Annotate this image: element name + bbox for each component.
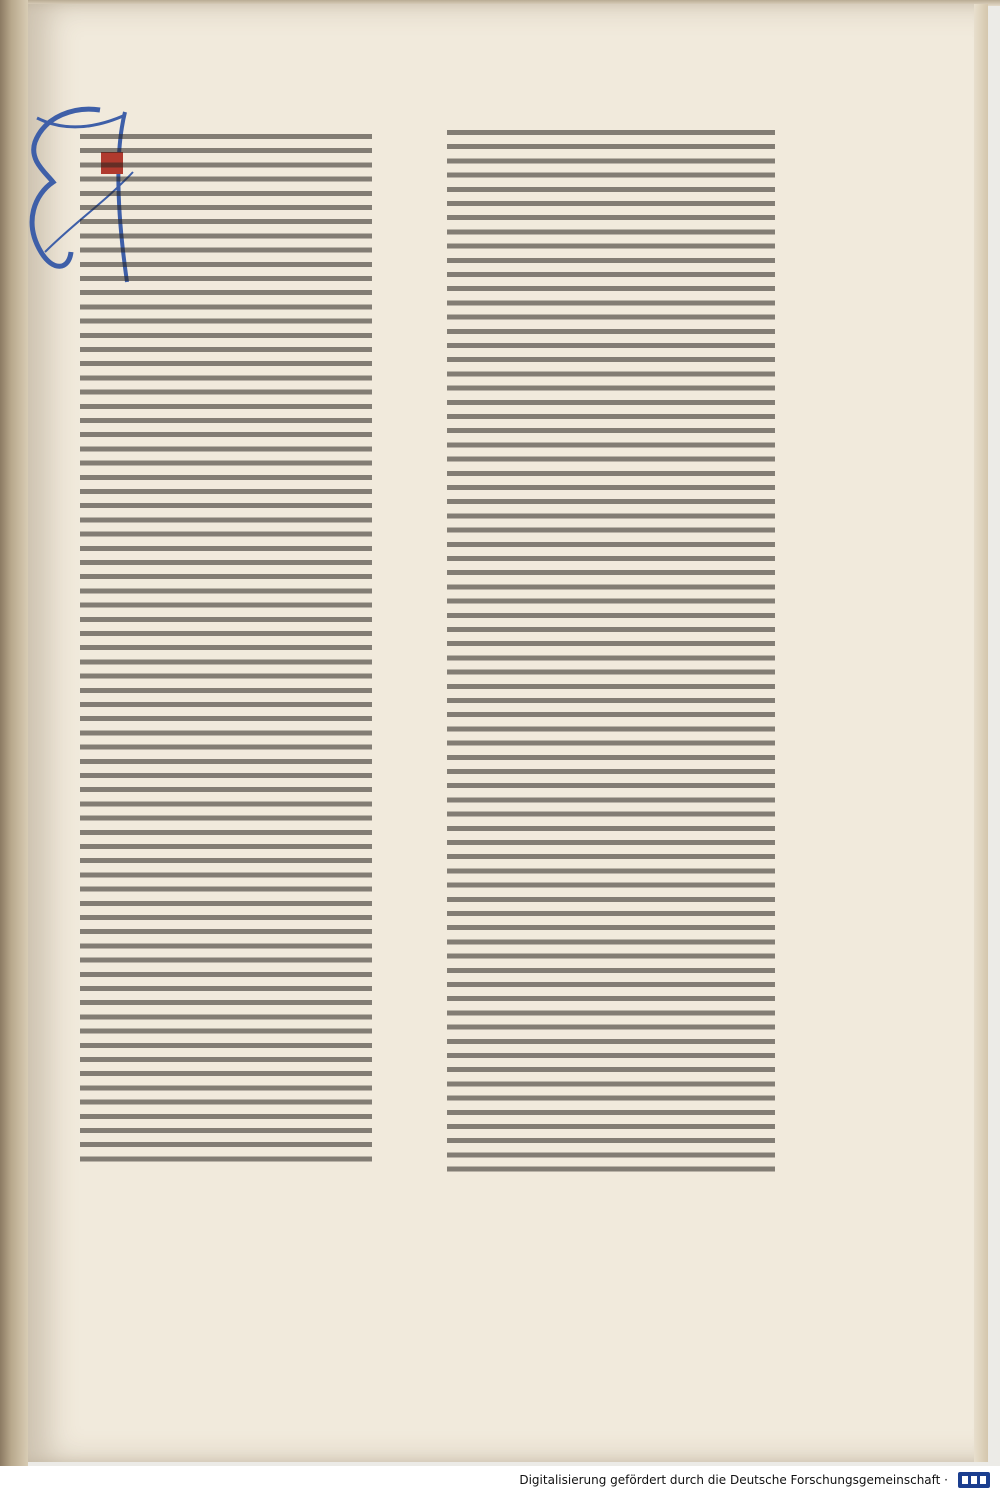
text-column-right — [447, 126, 775, 1178]
dfg-logo-icon — [958, 1472, 990, 1488]
text-column-left — [80, 130, 372, 1170]
digitization-credit: Digitalisierung gefördert durch die Deutsche Forschungsgemeinschaft · — [519, 1473, 948, 1487]
page-right-edge — [974, 4, 988, 1462]
